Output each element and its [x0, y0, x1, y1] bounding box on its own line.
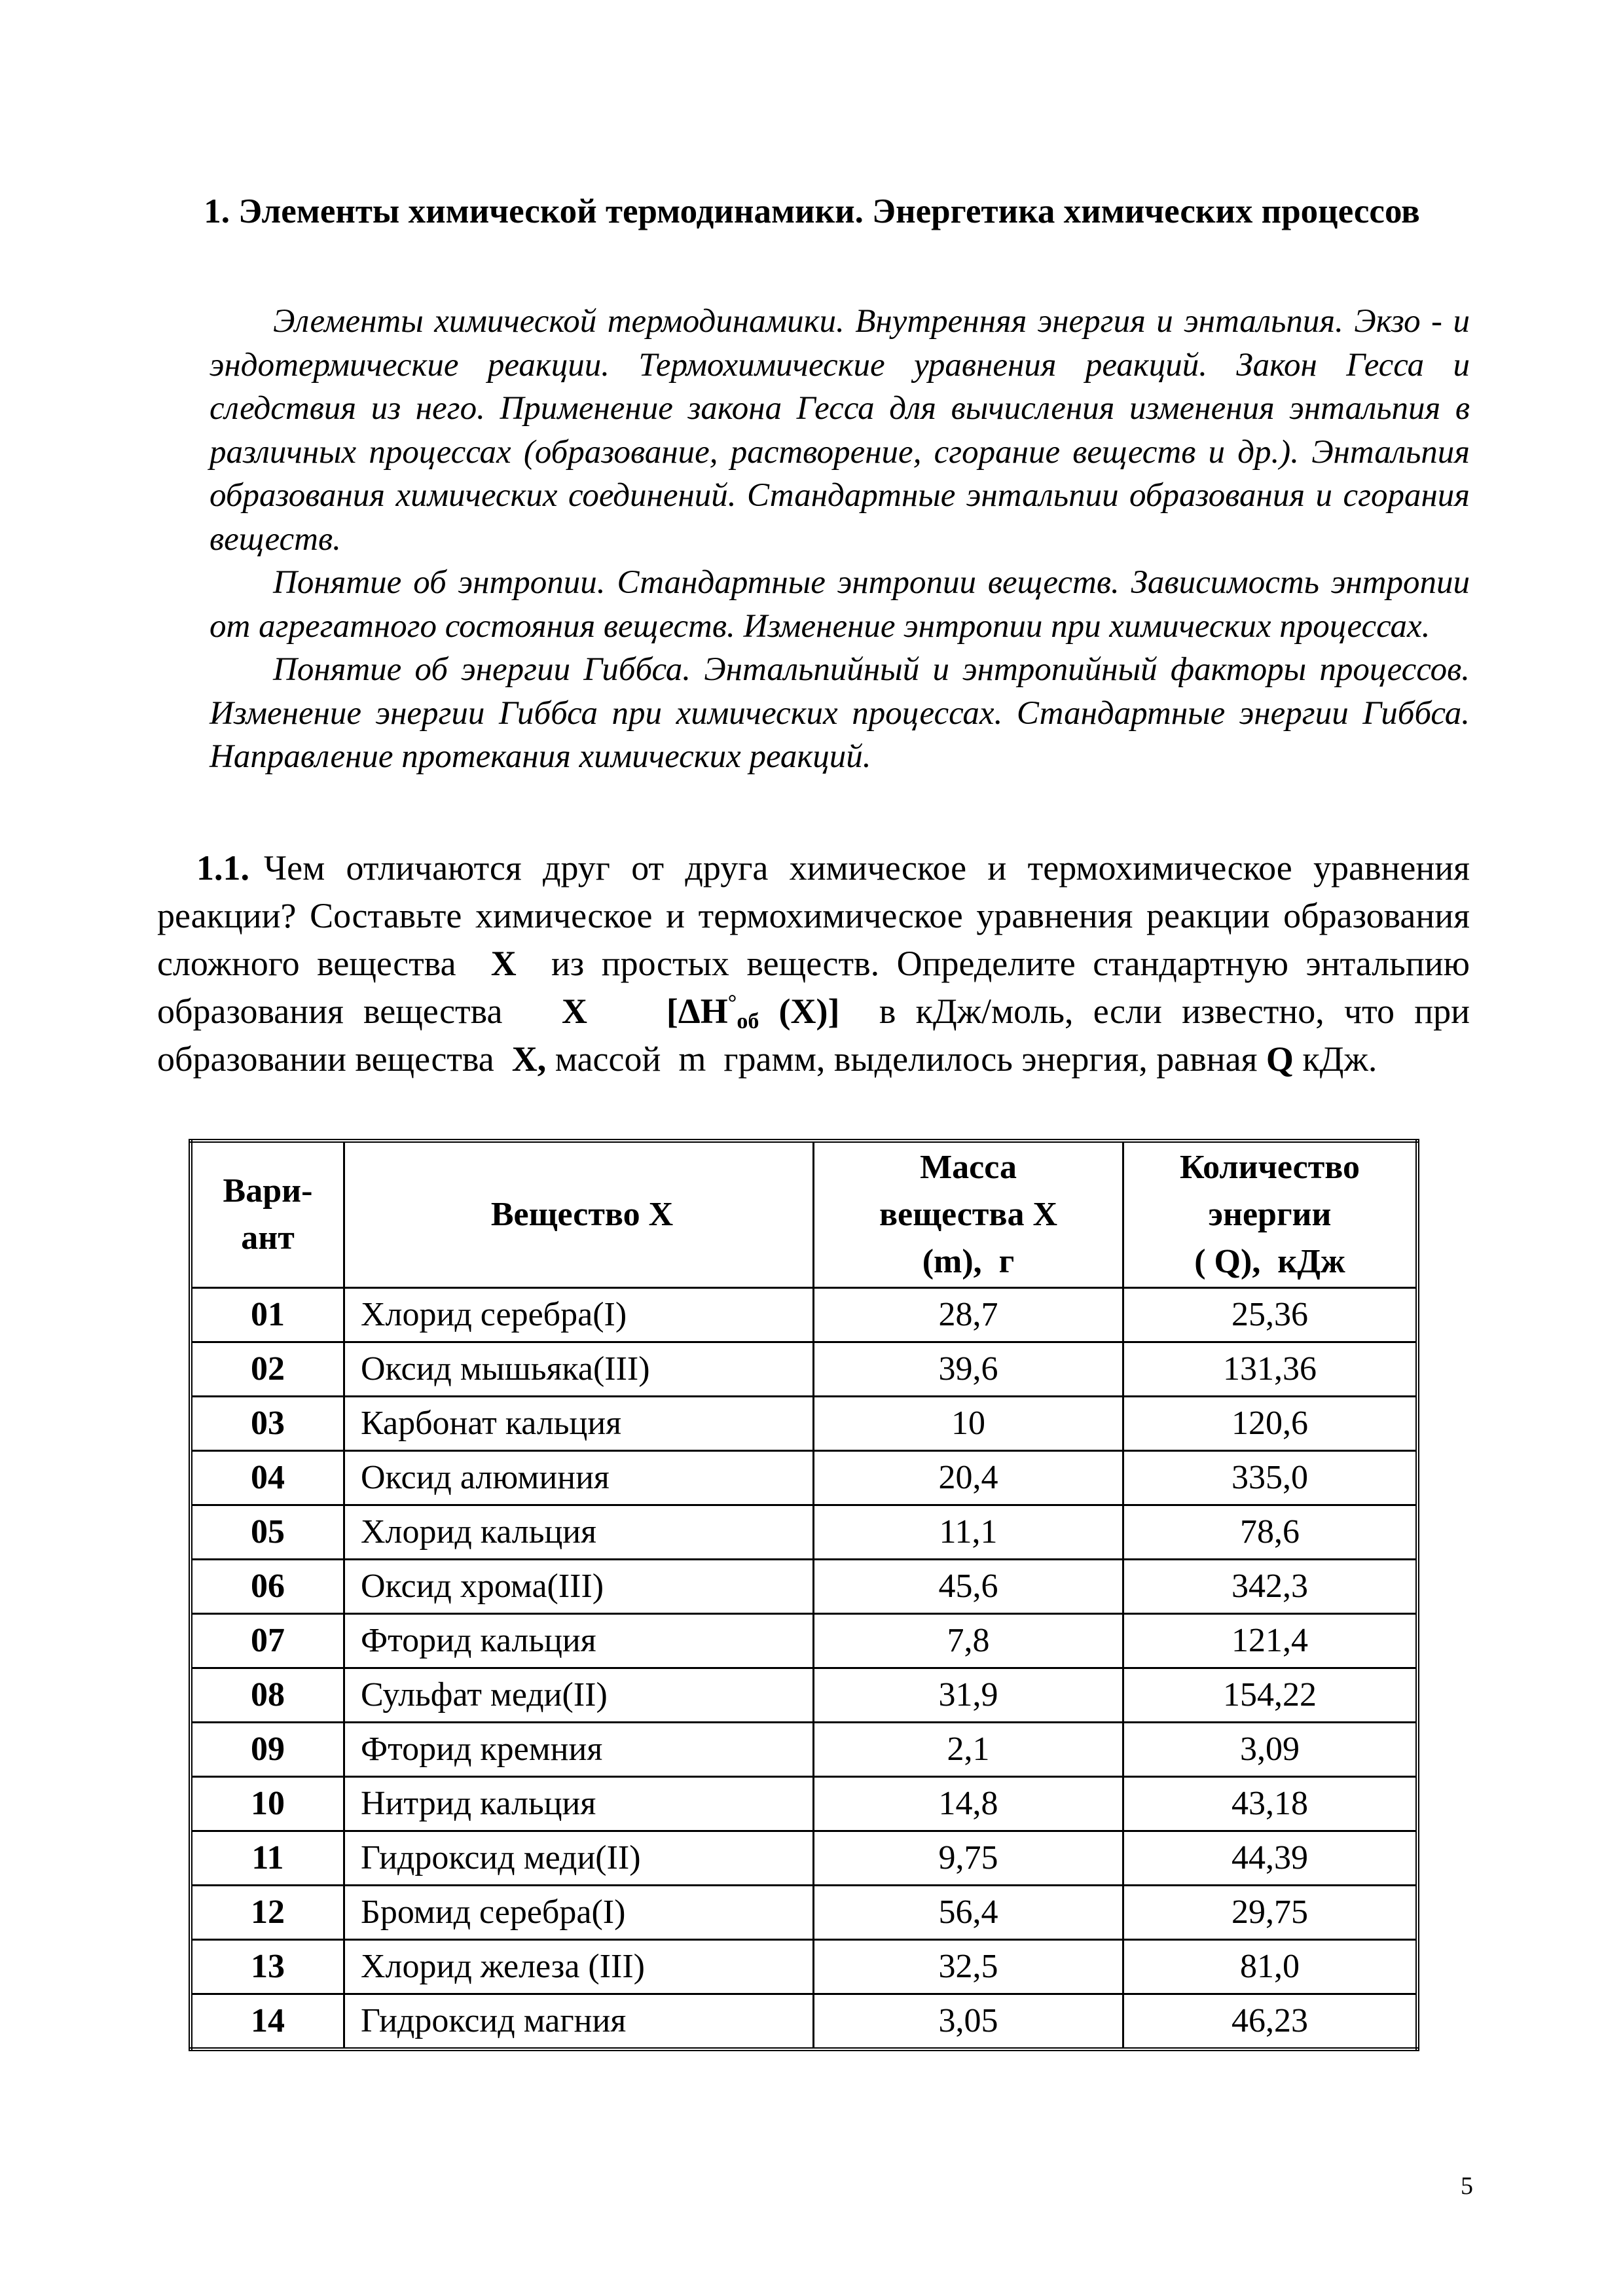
cell-substance: Гидроксид магния — [344, 1994, 814, 2050]
table-row — [191, 1723, 1417, 1777]
bracket-open: [ΔH — [666, 992, 728, 1031]
table-row — [191, 1614, 1417, 1668]
variants-table — [189, 1139, 1419, 2051]
table-row — [191, 1668, 1417, 1723]
cell-mass: 20,4 — [814, 1451, 1123, 1505]
cell-variant: 09 — [191, 1723, 344, 1777]
cell-substance: Сульфат меди(II) — [344, 1668, 814, 1723]
header-substance: Вещество X — [344, 1141, 814, 1288]
task-text — [157, 844, 1470, 1083]
cell-variant: 07 — [191, 1614, 344, 1668]
cell-mass: 10 — [814, 1397, 1123, 1451]
task-text-2: из простых веществ. Определите стандартную энтальпию образования вещества — [157, 944, 1470, 1031]
table-row — [191, 1505, 1417, 1560]
var-m: m — [678, 1039, 706, 1079]
cell-mass: 32,5 — [814, 1940, 1123, 1994]
cell-variant: 08 — [191, 1668, 344, 1723]
cell-mass: 2,1 — [814, 1723, 1123, 1777]
task-text-3: в кДж/моль, если известно, что при образовании вещества — [157, 992, 1470, 1079]
cell-energy: 121,4 — [1123, 1614, 1418, 1668]
abstract-paragraph-1: Элементы химической термодинамики. Внутренняя энергия и энтальпия. Экзо - и эндотермические реакции. Термохимические уравнения реакций. Закон Гесса и следствия из него. Применение закона Гесса для вычисления изменения энтальпия в различных процессах (образование, растворение, сгорание веществ и др.). Энтальпия образования химических соединений. Стандартные энтальпии образования и сгорания веществ. — [210, 303, 1470, 558]
cell-energy: 3,09 — [1123, 1723, 1418, 1777]
table-row — [191, 1777, 1417, 1831]
cell-substance: Гидроксид меди(II) — [344, 1831, 814, 1886]
task-text-4: массой — [555, 1039, 661, 1079]
cell-substance: Оксид мышьяка(III) — [344, 1342, 814, 1397]
cell-variant: 11 — [191, 1831, 344, 1886]
table-row — [191, 1288, 1417, 1342]
table-row — [191, 1451, 1417, 1505]
cell-substance: Фторид кремния — [344, 1723, 814, 1777]
cell-variant: 06 — [191, 1560, 344, 1614]
header-variant: Вари- ант — [191, 1141, 344, 1288]
table-row — [191, 1940, 1417, 1994]
cell-mass: 31,9 — [814, 1668, 1123, 1723]
cell-mass: 11,1 — [814, 1505, 1123, 1560]
cell-mass: 28,7 — [814, 1288, 1123, 1342]
table-row — [191, 1886, 1417, 1940]
task-text-6: кДж. — [1302, 1039, 1377, 1079]
cell-substance: Бромид серебра(I) — [344, 1886, 814, 1940]
cell-substance: Хлорид кальция — [344, 1505, 814, 1560]
cell-energy: 154,22 — [1123, 1668, 1418, 1723]
table-row — [191, 1560, 1417, 1614]
cell-variant: 04 — [191, 1451, 344, 1505]
cell-energy: 131,36 — [1123, 1342, 1418, 1397]
task-block — [157, 844, 1470, 1083]
task-text-5: грамм, выделилось энергия, равная — [723, 1039, 1258, 1079]
cell-energy: 46,23 — [1123, 1994, 1418, 2050]
cell-energy: 29,75 — [1123, 1886, 1418, 1940]
cell-substance: Хлорид железа (III) — [344, 1940, 814, 1994]
cell-energy: 81,0 — [1123, 1940, 1418, 1994]
section-abstract — [210, 300, 1470, 779]
cell-mass: 14,8 — [814, 1777, 1123, 1831]
cell-energy: 44,39 — [1123, 1831, 1418, 1886]
enthalpy-subscript: об — [737, 1009, 759, 1033]
header-energy: Количество энергии ( Q), кДж — [1123, 1141, 1418, 1288]
header-mass: Масса вещества X (m), г — [814, 1141, 1123, 1288]
cell-variant: 10 — [191, 1777, 344, 1831]
cell-energy: 120,6 — [1123, 1397, 1418, 1451]
abstract-paragraph-3: Понятие об энергии Гиббса. Энтальпийный и энтропийный факторы процессов. Изменение энергии Гиббса при химических процессах. Стандартные энергии Гиббса. Направление протекания химических реакций. — [210, 651, 1470, 775]
cell-mass: 7,8 — [814, 1614, 1123, 1668]
cell-substance: Карбонат кальция — [344, 1397, 814, 1451]
cell-energy: 43,18 — [1123, 1777, 1418, 1831]
cell-variant: 02 — [191, 1342, 344, 1397]
cell-variant: 01 — [191, 1288, 344, 1342]
table-row — [191, 1342, 1417, 1397]
table-body — [191, 1288, 1417, 2050]
cell-energy: 342,3 — [1123, 1560, 1418, 1614]
page-number: 5 — [1461, 2172, 1473, 2200]
cell-variant: 03 — [191, 1397, 344, 1451]
cell-energy: 25,36 — [1123, 1288, 1418, 1342]
cell-energy: 78,6 — [1123, 1505, 1418, 1560]
abstract-paragraph-2: Понятие об энтропии. Стандартные энтропии веществ. Зависимость энтропии от агрегатного состояния веществ. Изменение энтропии при химических процессах. — [210, 564, 1470, 645]
cell-substance: Хлорид серебра(I) — [344, 1288, 814, 1342]
table-row — [191, 1397, 1417, 1451]
cell-variant: 05 — [191, 1505, 344, 1560]
cell-substance: Оксид алюминия — [344, 1451, 814, 1505]
degree-mark: ° — [727, 991, 737, 1015]
task-number: 1.1. — [196, 848, 249, 888]
cell-mass: 56,4 — [814, 1886, 1123, 1940]
cell-substance: Оксид хрома(III) — [344, 1560, 814, 1614]
var-x: X — [490, 944, 517, 983]
enthalpy-symbol — [666, 992, 840, 1031]
cell-energy: 335,0 — [1123, 1451, 1418, 1505]
task-text-1: Чем отличаются друг от друга химическое и термохимическое уравнения реакции? Составьте химическое и термохимическое уравнения реакции образования сложного вещества — [157, 848, 1470, 983]
cell-mass: 3,05 — [814, 1994, 1123, 2050]
cell-variant: 13 — [191, 1940, 344, 1994]
table-row — [191, 1994, 1417, 2050]
variants-table-wrapper — [189, 1139, 1419, 2051]
cell-variant: 12 — [191, 1886, 344, 1940]
var-x-2: X — [562, 992, 588, 1031]
cell-substance: Нитрид кальция — [344, 1777, 814, 1831]
table-header-row — [191, 1141, 1417, 1288]
cell-variant: 14 — [191, 1994, 344, 2050]
cell-mass: 9,75 — [814, 1831, 1123, 1886]
var-q: Q — [1266, 1039, 1294, 1079]
cell-mass: 45,6 — [814, 1560, 1123, 1614]
var-x-comma: X, — [511, 1039, 547, 1079]
table-row — [191, 1831, 1417, 1886]
bracket-close: (X)] — [778, 992, 840, 1031]
cell-substance: Фторид кальция — [344, 1614, 814, 1668]
section-title: 1. Элементы химической термодинамики. Энергетика химических процессов — [204, 192, 1420, 230]
cell-mass: 39,6 — [814, 1342, 1123, 1397]
